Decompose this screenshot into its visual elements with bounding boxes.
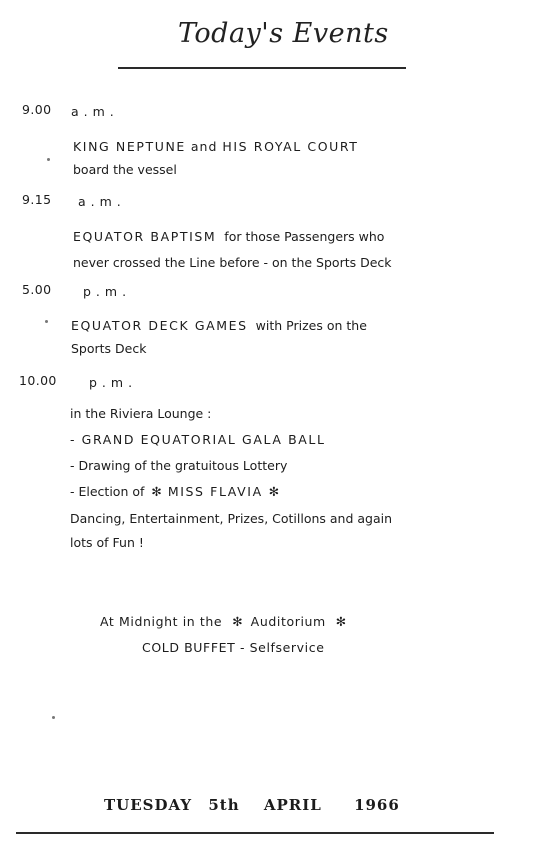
event-4-election-name: MISS FLAVIA — [167, 484, 263, 499]
event-1-time: 9.00 — [22, 102, 52, 117]
footer-rule — [16, 832, 494, 834]
midnight-venue: Auditorium — [250, 614, 326, 629]
scan-speck — [47, 158, 50, 161]
scan-speck — [52, 716, 55, 719]
event-4-dancing: Dancing, Entertainment, Prizes, Cotillons and again — [70, 511, 393, 526]
star-icon: ✻ — [268, 484, 280, 499]
event-4-period: p.m. — [89, 375, 138, 390]
event-2-headline — [73, 229, 384, 244]
event-3-time: 5.00 — [22, 282, 52, 297]
event-3-rest: with Prizes on the — [255, 318, 367, 333]
footer-date — [104, 796, 400, 814]
event-3-headline — [71, 318, 367, 333]
event-4-lottery: - Drawing of the gratuitous Lottery — [70, 458, 288, 473]
event-2-time: 9.15 — [22, 192, 52, 207]
footer-day: TUESDAY — [104, 796, 193, 814]
event-2-period: a.m. — [78, 194, 126, 209]
event-1-highlight: KING NEPTUNE — [73, 139, 186, 154]
event-4-venue: in the Riviera Lounge : — [70, 406, 212, 421]
event-4-election-prefix: - Election of — [70, 484, 145, 499]
event-4-gala-ball: - GRAND EQUATORIAL GALA BALL — [70, 432, 326, 447]
event-4-election — [70, 484, 279, 499]
event-1-highlight-2: HIS ROYAL COURT — [222, 139, 359, 154]
event-2-detail: never crossed the Line before - on the Sports Deck — [73, 255, 392, 270]
event-3-period: p.m. — [83, 284, 132, 299]
event-1-headline — [73, 139, 359, 154]
event-2-rest: for those Passengers who — [224, 229, 385, 244]
event-1-detail: board the vessel — [73, 162, 177, 177]
event-4-time: 10.00 — [19, 373, 57, 388]
event-2-highlight: EQUATOR BAPTISM — [73, 229, 217, 244]
midnight-prefix: At Midnight in the — [100, 614, 223, 629]
event-1-period: a.m. — [71, 104, 119, 119]
star-icon: ✻ — [232, 614, 243, 629]
footer-month: APRIL — [263, 796, 322, 814]
title-underline — [118, 67, 406, 69]
event-3-highlight: EQUATOR DECK GAMES — [71, 318, 248, 333]
star-icon: ✻ — [151, 484, 162, 499]
event-1-connector: and — [185, 139, 223, 154]
page-title: Today's Events — [178, 18, 389, 49]
midnight-line — [100, 614, 346, 629]
star-icon: ✻ — [335, 614, 347, 629]
scan-speck — [45, 320, 48, 323]
event-3-detail: Sports Deck — [71, 341, 147, 356]
footer-year: 1966 — [354, 796, 400, 814]
footer-date-number: 5th — [208, 796, 240, 814]
event-4-fun: lots of Fun ! — [70, 535, 144, 550]
midnight-buffet: COLD BUFFET - Selfservice — [142, 640, 325, 655]
